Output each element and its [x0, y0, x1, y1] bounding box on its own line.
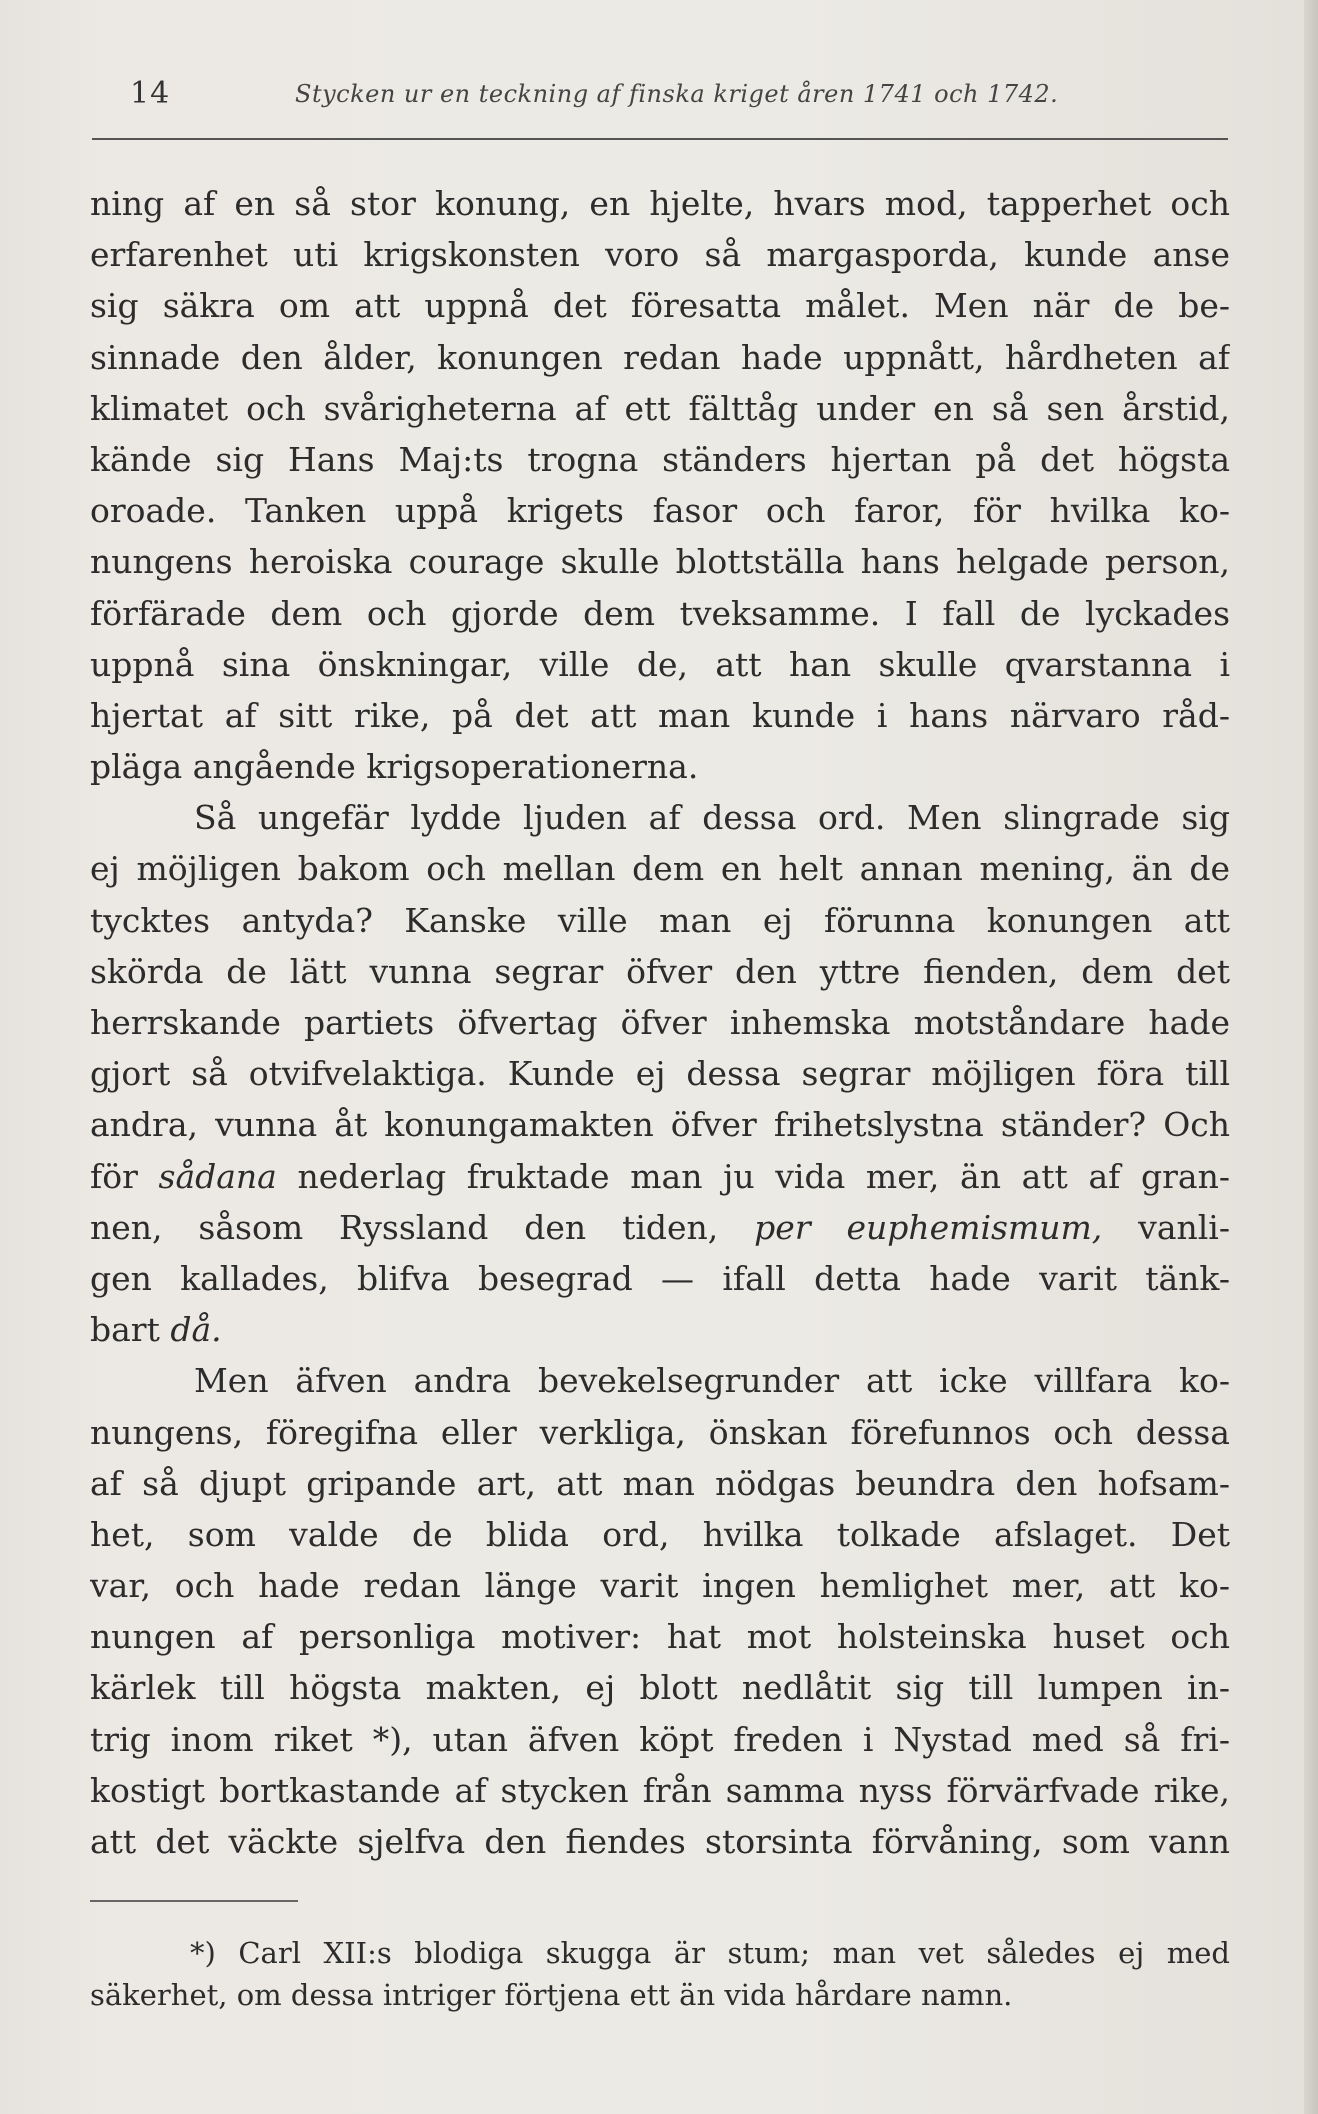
text-line: pläga angående krigsoperationerna.	[90, 747, 699, 787]
body-text	[90, 178, 1230, 1867]
emphasized-text: då.	[170, 1310, 222, 1350]
text-line: hjertat af sitt rike, på det att man kunde i hans närvaro råd-	[90, 695, 1230, 735]
footnote-rule	[90, 1900, 298, 1902]
page-header	[90, 76, 1230, 116]
text-line: skörda de lätt vunna segrar öfver den yttre fienden, dem det	[90, 951, 1230, 991]
text-line: trig inom riket *), utan äfven köpt freden i Nystad med så fri-	[90, 1719, 1230, 1759]
text-line: gjort så otvifvelaktiga. Kunde ej dessa segrar möjligen föra till	[90, 1054, 1230, 1094]
text-line: erfarenhet uti krigskonsten voro så margasporda, kunde anse	[90, 235, 1230, 275]
text-run: vanli-	[1102, 1207, 1230, 1247]
text-line	[90, 1304, 1230, 1355]
text-line: tycktes antyda? Kanske ville man ej förunna konungen att	[90, 900, 1230, 940]
header-rule	[92, 138, 1228, 140]
text-line: het, som valde de blida ord, hvilka tolkade afslaget. Det	[90, 1514, 1230, 1554]
text-line: kostigt bortkastande af stycken från samma nyss förvärfvade rike,	[90, 1770, 1230, 1810]
text-line: förfärade dem och gjorde dem tveksamme. I fall de lyckades	[90, 593, 1230, 633]
text-line	[90, 1202, 1230, 1253]
text-line: sig säkra om att uppnå det föresatta målet. Men när de be-	[90, 286, 1230, 326]
text-run: nen, såsom Ryssland den tiden,	[90, 1207, 755, 1247]
text-line: att det väckte sjelfva den fiendes storsinta förvåning, som vann	[90, 1822, 1230, 1861]
running-head: Stycken ur en teckning af finska kriget åren 1741 och 1742.	[295, 80, 1059, 108]
text-line: kärlek till högsta makten, ej blott nedlåtit sig till lumpen in-	[90, 1668, 1230, 1708]
text-run: för	[90, 1156, 159, 1196]
text-line: klimatet och svårigheterna af ett fälttåg under en så sen årstid,	[90, 388, 1230, 428]
text-line: nungen af personliga motiver: hat mot holsteinska huset och	[90, 1617, 1230, 1657]
footnote	[90, 1932, 1230, 2016]
page-number: 14	[130, 76, 171, 111]
text-line: Så ungefär lydde ljuden af dessa ord. Men slingrade sig	[194, 798, 1230, 838]
text-line: herrskande partiets öfvertag öfver inhemska motståndare hade	[90, 1003, 1230, 1042]
text-line: sinnade den ålder, konungen redan hade uppnått, hårdheten af	[90, 337, 1230, 377]
text-line: nungens, föregifna eller verkliga, önskan förefunnos och dessa	[90, 1412, 1230, 1452]
text-line: kände sig Hans Maj:ts trogna ständers hjertan på det högsta	[90, 439, 1230, 479]
text-line	[90, 1151, 1230, 1202]
text-run: bart	[90, 1310, 171, 1350]
page-edge	[1304, 0, 1318, 2114]
text-line: af så djupt gripande art, att man nödgas beundra den hofsam-	[90, 1463, 1230, 1503]
text-line: uppnå sina önskningar, ville de, att han skulle qvarstanna i	[90, 644, 1230, 684]
emphasized-text: per euphemismum,	[754, 1207, 1103, 1247]
text-run: nederlag fruktade man ju vida mer, än att af gran-	[276, 1156, 1230, 1196]
text-line: andra, vunna åt konungamakten öfver frihetslystna ständer? Och	[90, 1105, 1230, 1145]
text-line: oroade. Tanken uppå krigets fasor och faror, för hvilka ko-	[90, 491, 1230, 531]
text-line: var, och hade redan länge varit ingen hemlighet mer, att ko-	[90, 1566, 1230, 1606]
text-line: ej möjligen bakom och mellan dem en helt annan mening, än de	[90, 849, 1230, 889]
emphasized-text: sådana	[158, 1156, 277, 1196]
text-line: gen kallades, blifva besegrad — ifall detta hade varit tänk-	[90, 1258, 1230, 1298]
text-line: ning af en så stor konung, en hjelte, hvars mod, tapperhet och	[90, 184, 1230, 223]
text-line: Men äfven andra bevekelsegrunder att icke villfara ko-	[194, 1361, 1230, 1401]
text-line: nungens heroiska courage skulle blottställa hans helgade person,	[90, 542, 1230, 582]
footnote-line: *) Carl XII:s blodiga skugga är stum; man vet således ej med	[190, 1936, 1230, 1970]
footnote-line: säkerhet, om dessa intriger förtjena ett än vida hårdare namn.	[90, 1978, 1013, 2012]
